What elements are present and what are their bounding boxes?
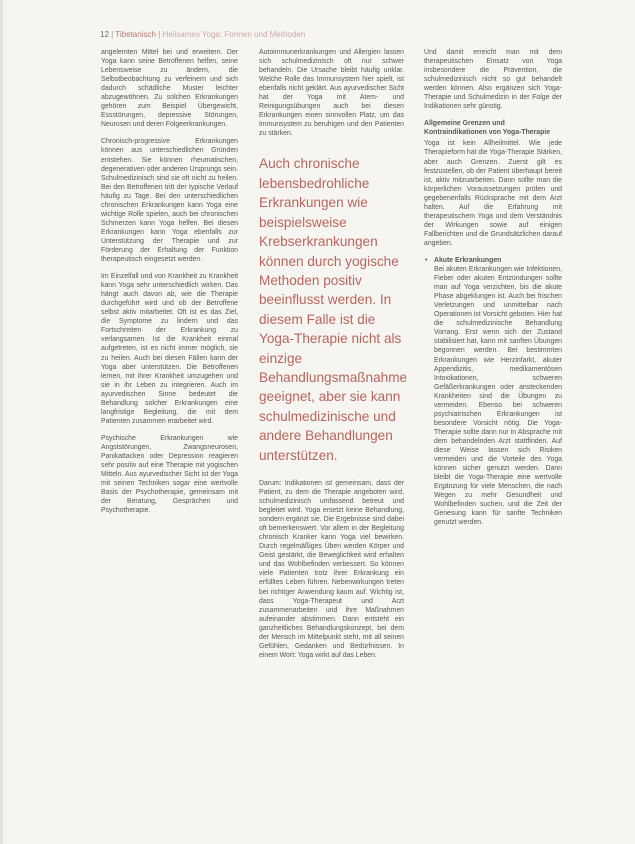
- paragraph: angelernten Mittel bei und erweitern. Der Yoga kann seine Betroffenen helfen, seine Lebensweise zu ändern, die Selbstbeobachtung zu verfeinern und sich dadurch schädliche Muster leichter abzugewöhnen. Zu solchen Erkrankungen gehören zum Beispiel Übergewicht, Essstörungen, depressive Störungen, Neurosen und deren Folgeerkrankungen.: [101, 49, 238, 129]
- paragraph: Psychische Erkrankungen wie Angststörungen, Zwangsneurosen, Panikattacken oder Depression reagieren sehr positiv auf eine Therapie mit yogischen Mitteln. Aus ayurvedischer Sicht ist der Yoga mit seinen Techniken sogar eine wertvolle Basis der Psychotherapie, gemeinsam mit der Beratung, Gesprächen und Psychotherapie.: [101, 434, 238, 515]
- paragraph: Yoga ist kein Allheilmittel. Wie jede Therapieform hat die Yoga-Therapie Stärken, aber auch Grenzen. Zuerst gilt es festzustellen, ob der Patient überhaupt bereit ist, aktiv mitzuarbeiten. Dann sollte man die körperlichen Voraussetzungen prüfen und gegebenenfalls Rücksprache mit dem Arzt halten. Auf die Erfahrung mit therapeutischem Yoga und dem Verständnis der Wirkungen sowie auf einigen Fallberichten und die Grundsätzlichen darauf angeben.: [424, 140, 562, 247]
- section-subheading: Allgemeine Grenzen und Kontraindikationen von Yoga-Therapie: [424, 120, 551, 137]
- text-column-3: [424, 48, 562, 527]
- pull-quote: Auch chronische lebensbedrohliche Erkrankungen wie beispielsweise Krebserkrankungen können durch yogische Methoden positiv beeinflusst werden. In diesem Falle ist die Yoga-Therapie nicht als einzige Behandlungsmaßnahme geeignet, aber sie kann schulmedizinische und andere Behandlungen unterstützen.: [259, 156, 408, 463]
- text-column-1: [101, 48, 238, 523]
- bullet-icon: •: [425, 256, 428, 264]
- running-header: 12 | Tibetanisch | Heilsames Yoga: Formen und Methoden: [100, 30, 306, 39]
- chapter-title: Heilsames Yoga: Formen und Methoden: [162, 30, 306, 39]
- bullet-item: [424, 256, 562, 527]
- paragraph: Autoimmunerkrankungen und Allergien lassen sich schulmedizinisch oft nur schwer behandeln. Die Ursache bleibt häufig unklar. Welche Rolle das Immunsystem hier spielt, ist ebenfalls nicht geklärt. Aus ayurvedischer Sicht hat der Yoga mit Atem- und Reinigungsübungen auch bei diesen Erkrankungen einen sinnvollen Platz, um das Immunsystem zu beruhigen und den Patienten zu stärken.: [259, 49, 404, 138]
- bullet-text: Bei akuten Erkrankungen wie Infektionen, Fieber oder akuten Entzündungen sollte man auf Yoga verzichten, bis die akute Phase abgeklungen ist. Auch bei frischen Verletzungen und unmittelbar nach Operationen ist Vorsicht geboten. Hier hat die schulmedizinische Behandlung Vorrang. Erst wenn sich der Zustand stabilisiert hat, kann mit sanften Übungen begonnen werden. Bei bestimmten Erkrankungen wie Herzinfarkt, akuter Appendizitis, medikamentösen Intoxikationen, schweren Gefäßerkrankungen oder ansteckenden Krankheiten sind die Übungen zu vermeiden. Ebenso bei schweren psychiatrischen Erkrankungen ist besondere Vorsicht nötig. Die Yoga-Therapie sollte dann nur in Absprache mit dem behandelnden Arzt stattfinden. Auf diese Weise lassen sich Risiken vermeiden und die Vorteile des Yoga können sicher genutzt werden. Dann bleibt die Yoga-Therapie eine wertvolle Ergänzung für viele Menschen, die nach Wegen zu mehr Gesundheit und Wohlbefinden suchen, und die Zeit der Genesung kann für sanfte Techniken genutzt werden.: [434, 266, 562, 527]
- paragraph: Und damit erreicht man mit dem therapeutischen Einsatz von Yoga insbesondere die Prävention, die schulmedizinisch nicht so gut behandelt werden können. Also ergänzen sich Yoga-Therapie und Schulmedizin in der Folge der Indikationen sehr günstig.: [424, 49, 562, 111]
- section-label: Tibetanisch: [115, 30, 156, 39]
- paragraph: Im Einzelfall und von Krankheit zu Krankheit kann Yoga sehr unterschiedlich wirken. Das hängt auch davon ab, wie die Therapie durchgeführt wird und ob der Betroffene selbst aktiv mitarbeitet. Oft ist es das Ziel, die Symptome zu lindern und das Fortschreiten der Erkrankung zu verlangsamen. Ist die Krankheit einmal aufgetreten, ist es nicht immer möglich, sie zu heilen. Auch bei diesen Fällen kann der Yoga aber unterstützen. Die Betroffenen lernen, mit ihrer Krankheit umzugehen und sie in ihr Leben zu integrieren. Auch im ayurvedischen Sinne bedeutet die Behandlung solcher Erkrankungen eine langfristige Begleitung, die mit dem Patienten zusammen erarbeitet wird.: [101, 273, 238, 425]
- page-edge: [0, 0, 3, 844]
- text-column-2: [259, 48, 408, 668]
- paragraph: Darum: Indikationen ist gemeinsam, dass der Patient, zu dem die Therapie angeboten wird, schulmedizinisch umfassend betreut und begleitet wird. Yoga ersetzt keine Behandlung, sondern ergänzt sie. Die Ergebnisse sind dabei oft bemerkenswert. Vor allem in der Begleitung chronisch Kranker kann Yoga viel bewirken. Durch regelmäßiges Üben werden Körper und Geist gestärkt, die Beweglichkeit wird erhalten und das Wohlbefinden verbessert. So können viele Patienten trotz ihrer Erkrankung ein erfülltes Leben führen. Nebenwirkungen treten bei richtiger Anwendung kaum auf. Wichtig ist, dass Yoga-Therapeut und Arzt zusammenarbeiten und ihre Maßnahmen aufeinander abstimmen. Dann entsteht ein ganzheitliches Behandlungskonzept, bei dem der Mensch im Mittelpunkt steht, mit all seinen Gefühlen, Gedanken und Bedürfnissen. In einem Wort: Yoga wirkt auf das Leben.: [259, 479, 404, 659]
- paragraph: Chronisch-progressive Erkrankungen können aus unterschiedlichen Gründen entstehen. Sie können rheumatischen, degenerativen oder anderen Ursprungs sein. Schulmedizinisch sind sie oft nicht zu heilen. Bei den Betroffenen tritt der typische Verlauf häufig zu Tage. Bei den unterschiedlichen chronischen Erkrankungen kann Yoga eine wichtige Rolle spielen, auch bei chronischen Schmerzen kann Yoga helfen. Bei diesen Erkrankungen kann Yoga ebenfalls zur Unterstützung der Therapie und zur Förderung der Erhaltung der Funktion therapeutisch eingesetzt werden.: [101, 138, 238, 264]
- page-number: 12: [100, 30, 109, 39]
- bullet-lead: Akute Erkrankungen: [434, 256, 502, 264]
